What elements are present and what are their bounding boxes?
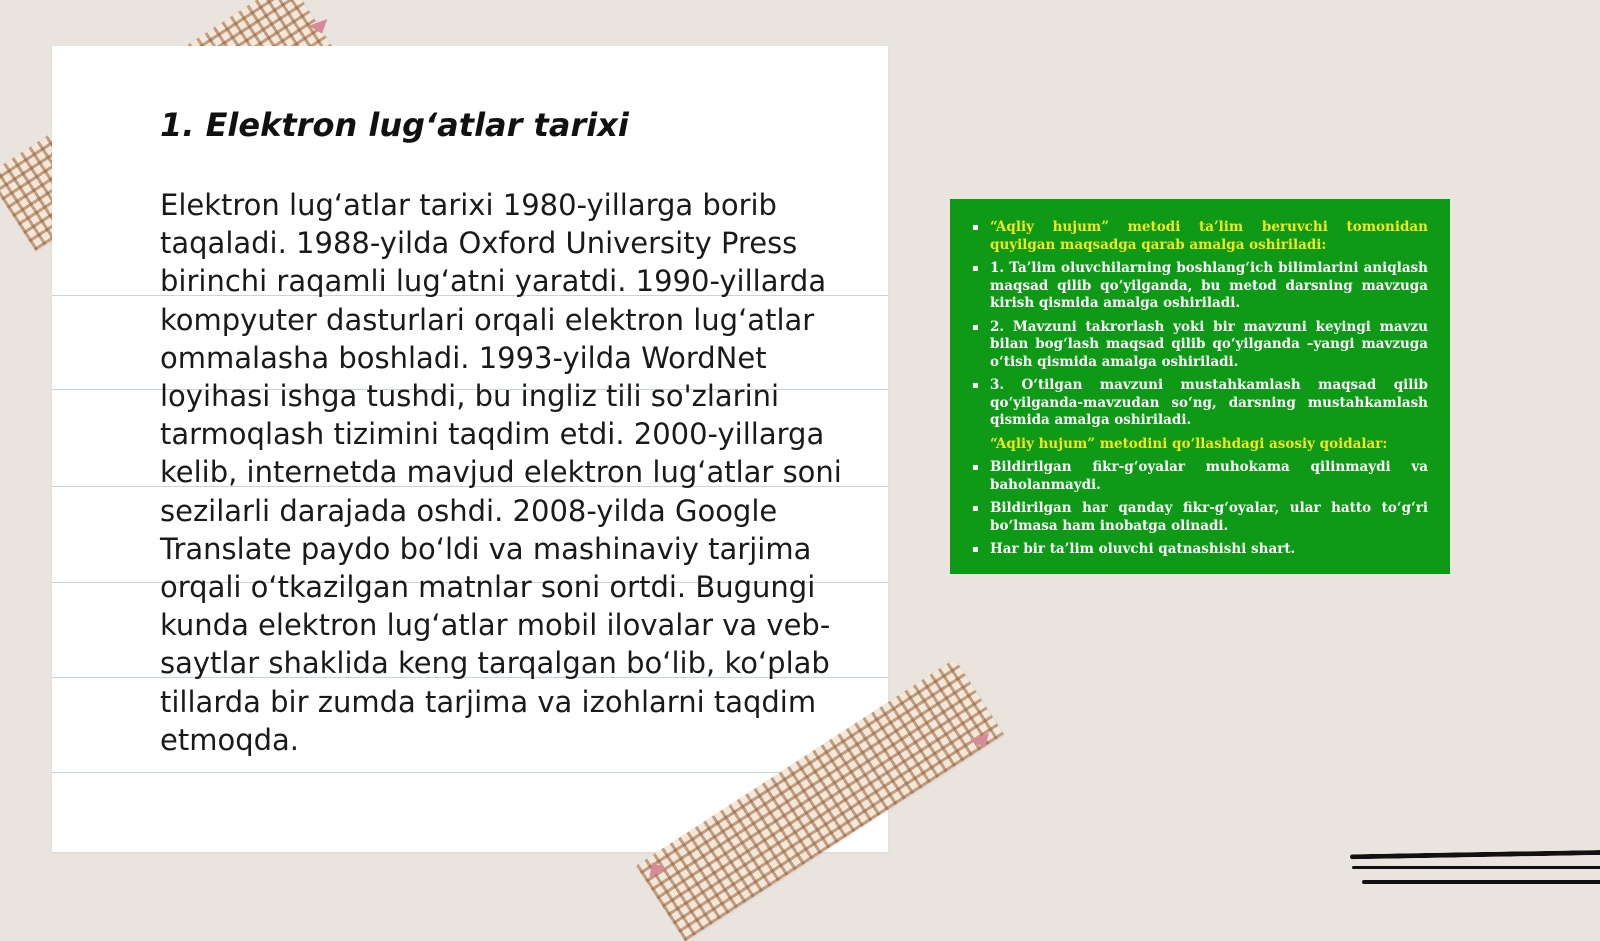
lined-paper-note: [52, 46, 888, 852]
decorative-brush-line: [1362, 880, 1600, 884]
list-item: ▪ Har bir ta’lim oluvchi qatnashishi shart.: [972, 541, 1296, 557]
list-item: ▪ 1. Ta’lim oluvchilarning boshlang‘ich bilimlarini aniqlash maqsad qilib qo‘yilganda, bu metod darsning mavzuga kirish qismida amalga oshiriladi.: [972, 260, 1428, 311]
method-list: [972, 219, 1428, 430]
aqliy-hujum-info-box: [950, 199, 1450, 574]
slide-body-text: Elektron lug‘atlar tarixi 1980-yillarga borib taqaladi. 1988-yilda Oxford University Press birinchi raqamli lug‘atni yaratdi. 1990-yillarda kompyuter dasturlari orqali elektron lug‘atlar ommalasha boshladi. 1993-yilda WordNet loyihasi ishga tushdi, bu ingliz tili so'zlarini tarmoqlash tizimini taqdim etdi. 2000-yillarga kelib, internetda mavjud elektron lug‘atlar soni sezilarli darajada oshdi. 2008-yilda Google Translate paydo bo‘ldi va mashinaviy tarjima orqali o‘tkazilgan matnlar soni ortdi. Bugungi kunda elektron lug‘atlar mobil ilovalar va veb-saytlar shaklida keng tarqalgan bo‘lib, ko‘plab tillarda bir zumda tarjima va izohlarni taqdim etmoqda.: [160, 188, 842, 757]
ruled-line: [52, 772, 888, 773]
bullet-icon: ▪: [972, 222, 979, 233]
slide-title: 1. Elektron lug‘atlar tarixi: [160, 106, 629, 144]
decorative-brush-line: [1350, 850, 1600, 860]
rules-list: [972, 459, 1428, 559]
bullet-icon: ▪: [972, 380, 979, 391]
decorative-brush-line: [1352, 866, 1600, 869]
bullet-icon: ▪: [972, 544, 979, 555]
list-item: ▪ 3. O‘tilgan mavzuni mustahkamlash maqsad qilib qo‘yilganda-mavzudan so‘ng, darsning mustahkamlash qismida amalga oshiriladi.: [972, 377, 1428, 428]
bullet-icon: ▪: [972, 503, 979, 514]
list-item: ▪ Bildirilgan har qanday fikr-g‘oyalar, ular hatto to‘g‘ri bo‘lmasa ham inobatga olinadi.: [972, 500, 1428, 534]
bullet-icon: ▪: [972, 462, 979, 473]
bullet-icon: ▪: [972, 321, 979, 333]
rules-subheading: “Aqliy hujum” metodini qo‘llashdagi asosiy qoidalar:: [990, 435, 1388, 452]
list-item: ▪ “Aqliy hujum” metodi ta’lim beruvchi tomonidan quyilgan maqsadga qarab amalga oshiriladi:: [972, 219, 1428, 253]
list-item: ▪ Bildirilgan fikr-g‘oyalar muhokama qilinmaydi va baholanmaydi.: [972, 459, 1428, 493]
list-item: ▪ 2. Mavzuni takrorlash yoki bir mavzuni keyingi mavzu bilan bog‘lash maqsad qilib qo‘yilganda –yangi mavzuga o‘tish qismida amalga oshiriladi.: [972, 318, 1428, 370]
bullet-icon: ▪: [972, 263, 979, 274]
